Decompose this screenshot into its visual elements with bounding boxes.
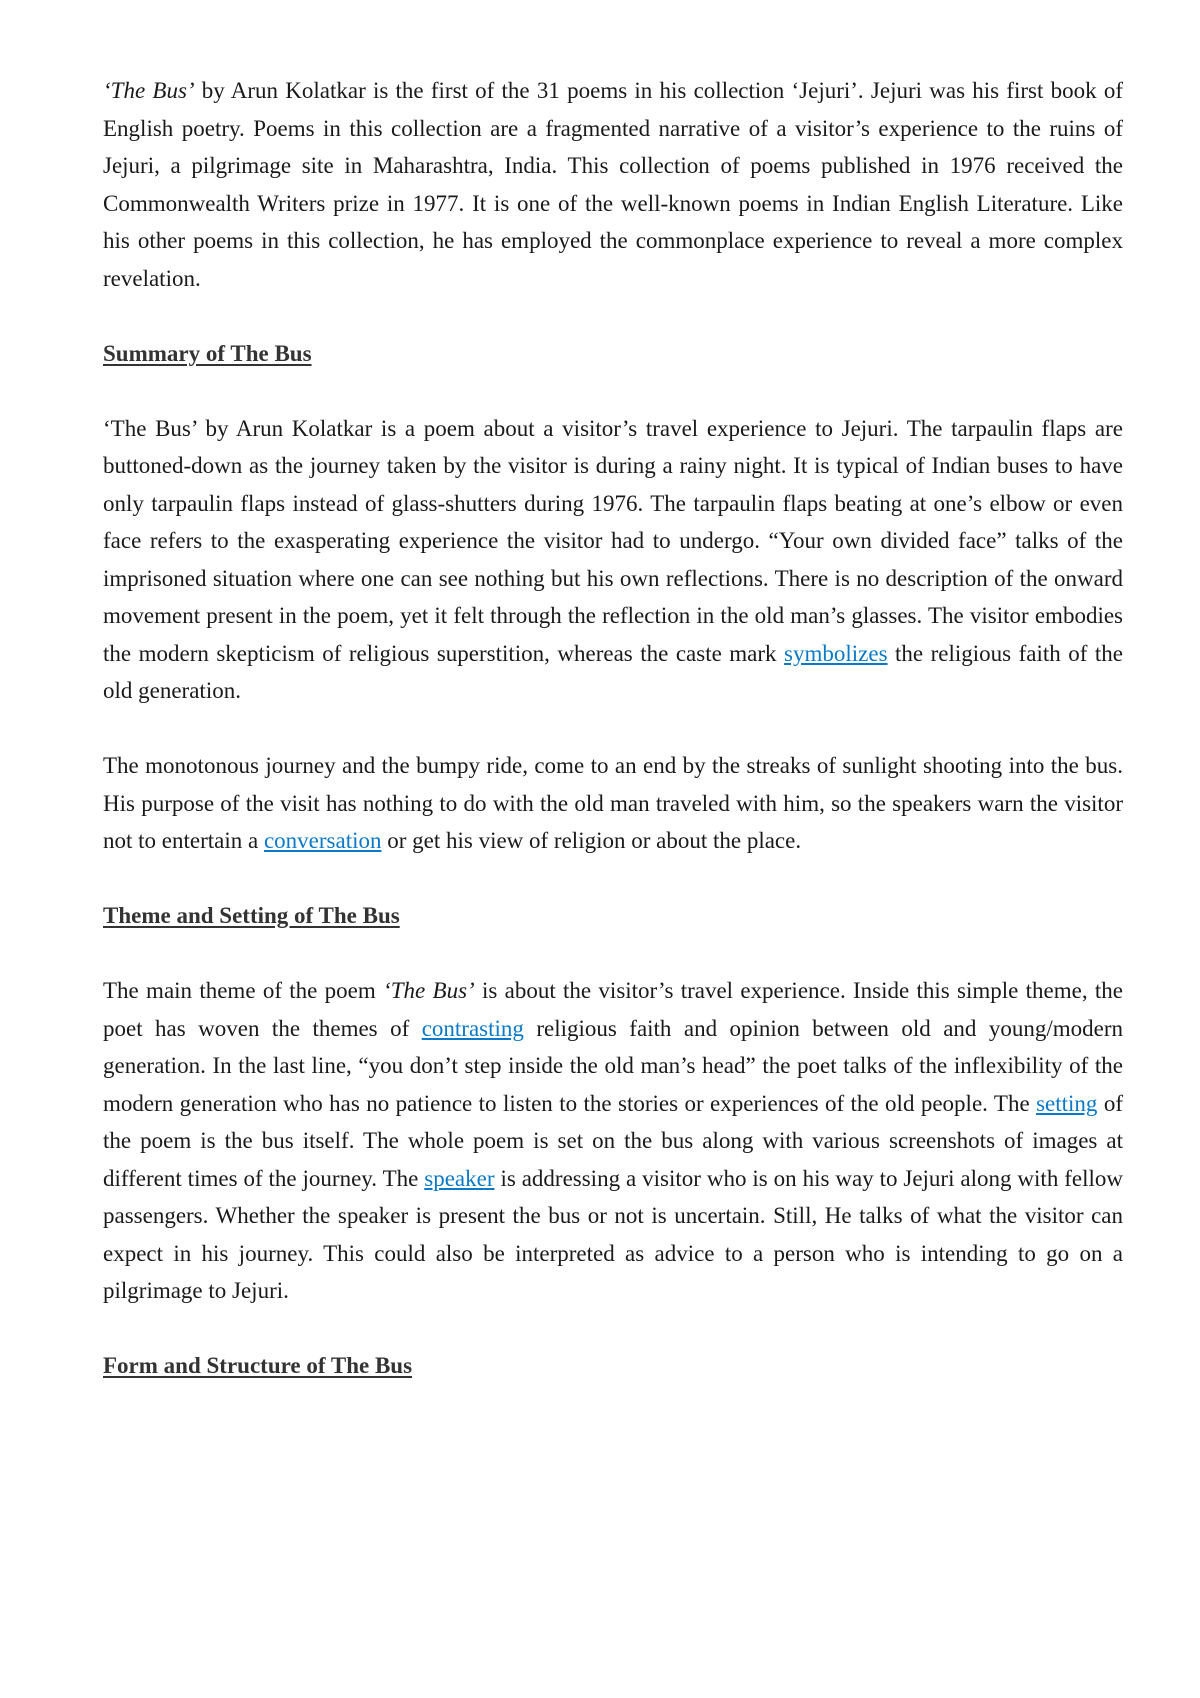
summary-p2-text-a: The monotonous journey and the bumpy ride, come to an end by the streaks of sunlight shooting into the bus. His purpose of the visit has nothing to do with the old man traveled with him, so the speakers warn the visitor not to entertain a [103, 753, 1123, 853]
theme-text-d: of the poem is the bus itself. The whole poem is set on the bus along with various screenshots of images at different times of the journey. The [103, 1090, 1123, 1191]
theme-text-c: religious faith and opinion between old and young/modern generation. In the last line, “you don’t step inside the old man’s head” the poet talks of the inflexibility of the modern generation who has no patience to listen to the stories or experiences of the old people. The [103, 1015, 1123, 1116]
setting-link[interactable]: setting [1036, 1090, 1098, 1116]
intro-text: by Arun Kolatkar is the first of the 31 poems in his collection ‘Jejuri’. Jejuri was his first book of English poetry. Poems in this collection are a fragmented narrative of a visitor’s experience to the ruins of Jejuri, a pilgrimage site in Maharashtra, India. This collection of poems published in 1976 received the Commonwealth Writers prize in 1977. It is one of the well-known poems in Indian English Literature. Like his other poems in this collection, he has employed the commonplace experience to reveal a more complex revelation. [103, 78, 1123, 291]
theme-text-a: The main theme of the poem [103, 978, 384, 1003]
summary-p1-text-a: ‘The Bus’ by Arun Kolatkar is a poem about a visitor’s travel experience to Jejuri. The tarpaulin flaps are buttoned-down as the journey taken by the visitor is during a rainy night. It is typical of Indian buses to have only tarpaulin flaps instead of glass-shutters during 1976. The tarpaulin flaps beating at one’s elbow or even face refers to the exasperating experience the visitor had to undergo. “Your own divided face” talks of the imprisoned situation where one can see nothing but his own reflections. There is no description of the onward movement present in the poem, yet it felt through the reflection in the old man’s glasses. The visitor embodies the modern skepticism of religious superstition, whereas the caste mark [103, 415, 1123, 666]
summary-heading: Summary of The Bus [103, 340, 312, 366]
symbolizes-link[interactable]: symbolizes [784, 640, 888, 666]
theme-poem-title-italic: ‘The Bus’ [383, 978, 475, 1003]
theme-heading: Theme and Setting of The Bus [103, 903, 400, 928]
contrasting-link[interactable]: contrasting [421, 1015, 524, 1041]
form-heading: Form and Structure of The Bus [103, 1353, 413, 1378]
document-page [103, 72, 1123, 1422]
conversation-link[interactable]: conversation [263, 828, 382, 853]
theme-paragraph [103, 972, 1123, 1310]
summary-p1-text-b: the religious faith of the old generation. [103, 640, 1123, 703]
theme-text-b: is about the visitor’s travel experience. Inside this simple theme, the poet has woven the themes of [103, 978, 1123, 1041]
summary-p2-text-b: or get his view of religion or about the place. [381, 828, 802, 853]
poem-title-italic: ‘The Bus’ [103, 78, 195, 103]
summary-paragraph-1 [103, 410, 1123, 710]
speaker-link[interactable]: speaker [424, 1165, 495, 1191]
theme-text-e: is addressing a visitor who is on his way to Jejuri along with fellow passengers. Whether the speaker is present the bus or not is uncertain. Still, He talks of what the visitor can expect in his journey. This could also be interpreted as advice to a person who is intending to go on a pilgrimage to Jejuri. [103, 1165, 1124, 1303]
summary-paragraph-2 [103, 747, 1123, 860]
intro-paragraph [103, 72, 1123, 297]
